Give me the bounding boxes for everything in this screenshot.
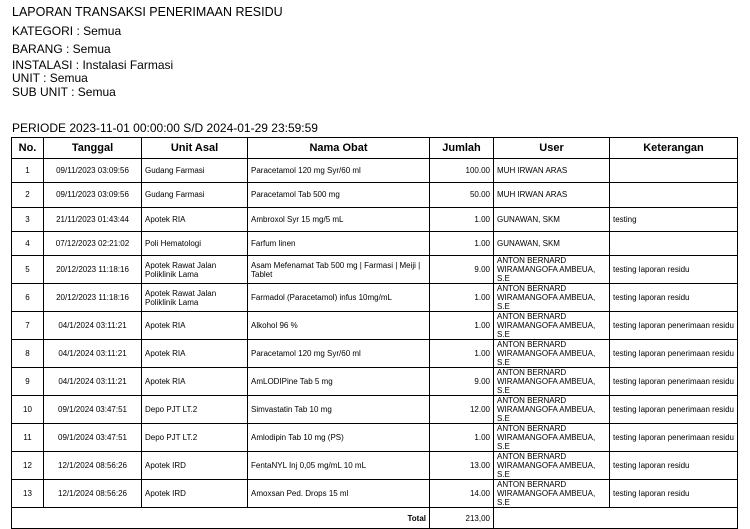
- cell-nama-obat: Paracetamol 120 mg Syr/60 ml: [248, 340, 430, 368]
- table-row: [12, 480, 738, 508]
- cell-tanggal: 09/1/2024 03:47:51: [44, 396, 142, 424]
- cell-user: GUNAWAN, SKM: [494, 231, 610, 255]
- cell-jumlah: 9.00: [430, 368, 494, 396]
- cell-unit-asal: Poli Hematologi: [142, 231, 248, 255]
- filter-kategori: KATEGORI : Semua: [12, 24, 122, 38]
- table-row: [12, 207, 738, 231]
- table-row: [12, 312, 738, 340]
- cell-nama-obat: FentaNYL Inj 0,05 mg/mL 10 mL: [248, 452, 430, 480]
- report-title: LAPORAN TRANSAKSI PENERIMAAN RESIDU: [12, 5, 283, 19]
- table-row: [12, 396, 738, 424]
- cell-nama-obat: Farmadol (Paracetamol) infus 10mg/mL: [248, 284, 430, 312]
- cell-nama-obat: Amoxsan Ped. Drops 15 ml: [248, 480, 430, 508]
- cell-tanggal: 04/1/2024 03:11:21: [44, 368, 142, 396]
- cell-keterangan: testing laporan residu: [610, 452, 738, 480]
- cell-nama-obat: Paracetamol 120 mg Syr/60 ml: [248, 159, 430, 183]
- cell-user: ANTON BERNARD WIRAMANGOFA AMBEUA, S.E: [494, 368, 610, 396]
- cell-jumlah: 1.00: [430, 207, 494, 231]
- cell-tanggal: 20/12/2023 11:18:16: [44, 284, 142, 312]
- cell-jumlah: 14.00: [430, 480, 494, 508]
- table-row: [12, 183, 738, 207]
- cell-keterangan: testing: [610, 207, 738, 231]
- cell-keterangan: [610, 231, 738, 255]
- cell-unit-asal: Apotek IRD: [142, 480, 248, 508]
- table-header-row: [12, 138, 738, 159]
- residu-table: [11, 137, 738, 529]
- table-row: [12, 256, 738, 284]
- cell-user: ANTON BERNARD WIRAMANGOFA AMBEUA, S.E: [494, 256, 610, 284]
- cell-jumlah: 9.00: [430, 256, 494, 284]
- cell-jumlah: 1.00: [430, 231, 494, 255]
- cell-keterangan: testing laporan penerimaan residu: [610, 312, 738, 340]
- cell-user: ANTON BERNARD WIRAMANGOFA AMBEUA, S.E: [494, 480, 610, 508]
- cell-unit-asal: Apotek IRD: [142, 452, 248, 480]
- table-row: [12, 452, 738, 480]
- cell-jumlah: 100.00: [430, 159, 494, 183]
- total-empty-cell: [494, 508, 738, 529]
- cell-no: 7: [12, 312, 44, 340]
- table-row: [12, 231, 738, 255]
- cell-no: 13: [12, 480, 44, 508]
- cell-jumlah: 13.00: [430, 452, 494, 480]
- cell-unit-asal: Apotek RIA: [142, 340, 248, 368]
- cell-tanggal: 04/1/2024 03:11:21: [44, 340, 142, 368]
- cell-nama-obat: Ambroxol Syr 15 mg/5 mL: [248, 207, 430, 231]
- filter-sub-unit: SUB UNIT : Semua: [12, 85, 116, 99]
- column-header-jumlah: Jumlah: [430, 138, 494, 159]
- column-header-user: User: [494, 138, 610, 159]
- cell-jumlah: 1.00: [430, 424, 494, 452]
- cell-tanggal: 09/1/2024 03:47:51: [44, 424, 142, 452]
- filter-barang: BARANG : Semua: [12, 42, 111, 56]
- cell-keterangan: testing laporan residu: [610, 480, 738, 508]
- cell-jumlah: 1.00: [430, 340, 494, 368]
- total-row: [12, 508, 738, 529]
- total-value: 213,00: [430, 508, 494, 529]
- table-row: [12, 284, 738, 312]
- cell-unit-asal: Apotek Rawat Jalan Poliklinik Lama: [142, 256, 248, 284]
- column-header-nama-obat: Nama Obat: [248, 138, 430, 159]
- cell-nama-obat: Paracetamol Tab 500 mg: [248, 183, 430, 207]
- cell-unit-asal: Gudang Farmasi: [142, 183, 248, 207]
- cell-keterangan: [610, 183, 738, 207]
- cell-unit-asal: Apotek RIA: [142, 368, 248, 396]
- cell-jumlah: 1.00: [430, 312, 494, 340]
- cell-nama-obat: Alkohol 96 %: [248, 312, 430, 340]
- filter-unit: UNIT : Semua: [12, 71, 88, 85]
- cell-tanggal: 09/11/2023 03:09:56: [44, 159, 142, 183]
- cell-keterangan: [610, 159, 738, 183]
- cell-user: MUH IRWAN ARAS: [494, 159, 610, 183]
- cell-tanggal: 04/1/2024 03:11:21: [44, 312, 142, 340]
- cell-no: 9: [12, 368, 44, 396]
- cell-keterangan: testing laporan penerimaan residu: [610, 396, 738, 424]
- cell-keterangan: testing laporan residu: [610, 284, 738, 312]
- cell-nama-obat: AmLODIPine Tab 5 mg: [248, 368, 430, 396]
- filter-instalasi: INSTALASI : Instalasi Farmasi: [12, 58, 174, 72]
- table-row: [12, 424, 738, 452]
- total-label: Total: [12, 508, 430, 529]
- cell-tanggal: 07/12/2023 02:21:02: [44, 231, 142, 255]
- cell-no: 4: [12, 231, 44, 255]
- column-header-no: No.: [12, 138, 44, 159]
- cell-user: ANTON BERNARD WIRAMANGOFA AMBEUA, S.E: [494, 340, 610, 368]
- cell-nama-obat: Simvastatin Tab 10 mg: [248, 396, 430, 424]
- cell-user: ANTON BERNARD WIRAMANGOFA AMBEUA, S.E: [494, 452, 610, 480]
- cell-user: ANTON BERNARD WIRAMANGOFA AMBEUA, S.E: [494, 284, 610, 312]
- cell-no: 6: [12, 284, 44, 312]
- cell-keterangan: testing laporan residu: [610, 256, 738, 284]
- cell-tanggal: 21/11/2023 01:43:44: [44, 207, 142, 231]
- cell-no: 3: [12, 207, 44, 231]
- cell-no: 12: [12, 452, 44, 480]
- column-header-keterangan: Keterangan: [610, 138, 738, 159]
- cell-nama-obat: Farfum linen: [248, 231, 430, 255]
- cell-nama-obat: Asam Mefenamat Tab 500 mg | Farmasi | Meiji | Tablet: [248, 256, 430, 284]
- table-row: [12, 340, 738, 368]
- cell-keterangan: testing laporan penerimaan residu: [610, 424, 738, 452]
- cell-tanggal: 20/12/2023 11:18:16: [44, 256, 142, 284]
- cell-jumlah: 12.00: [430, 396, 494, 424]
- cell-no: 8: [12, 340, 44, 368]
- cell-tanggal: 12/1/2024 08:56:26: [44, 452, 142, 480]
- cell-no: 10: [12, 396, 44, 424]
- cell-nama-obat: Amlodipin Tab 10 mg (PS): [248, 424, 430, 452]
- cell-unit-asal: Depo PJT LT.2: [142, 396, 248, 424]
- report-period: PERIODE 2023-11-01 00:00:00 S/D 2024-01-29 23:59:59: [12, 121, 318, 135]
- cell-unit-asal: Apotek RIA: [142, 207, 248, 231]
- cell-jumlah: 1.00: [430, 284, 494, 312]
- cell-unit-asal: Apotek RIA: [142, 312, 248, 340]
- cell-no: 11: [12, 424, 44, 452]
- cell-keterangan: testing laporan penerimaan residu: [610, 368, 738, 396]
- cell-keterangan: testing laporan penerimaan residu: [610, 340, 738, 368]
- cell-user: ANTON BERNARD WIRAMANGOFA AMBEUA, S.E: [494, 424, 610, 452]
- cell-user: MUH IRWAN ARAS: [494, 183, 610, 207]
- cell-tanggal: 12/1/2024 08:56:26: [44, 480, 142, 508]
- cell-tanggal: 09/11/2023 03:09:56: [44, 183, 142, 207]
- cell-user: ANTON BERNARD WIRAMANGOFA AMBEUA, S.E: [494, 312, 610, 340]
- table-row: [12, 368, 738, 396]
- cell-unit-asal: Depo PJT LT.2: [142, 424, 248, 452]
- cell-no: 2: [12, 183, 44, 207]
- column-header-unit-asal: Unit Asal: [142, 138, 248, 159]
- cell-jumlah: 50.00: [430, 183, 494, 207]
- cell-no: 5: [12, 256, 44, 284]
- cell-user: GUNAWAN, SKM: [494, 207, 610, 231]
- cell-no: 1: [12, 159, 44, 183]
- cell-unit-asal: Gudang Farmasi: [142, 159, 248, 183]
- cell-unit-asal: Apotek Rawat Jalan Poliklinik Lama: [142, 284, 248, 312]
- table-row: [12, 159, 738, 183]
- cell-user: ANTON BERNARD WIRAMANGOFA AMBEUA, S.E: [494, 396, 610, 424]
- column-header-tanggal: Tanggal: [44, 138, 142, 159]
